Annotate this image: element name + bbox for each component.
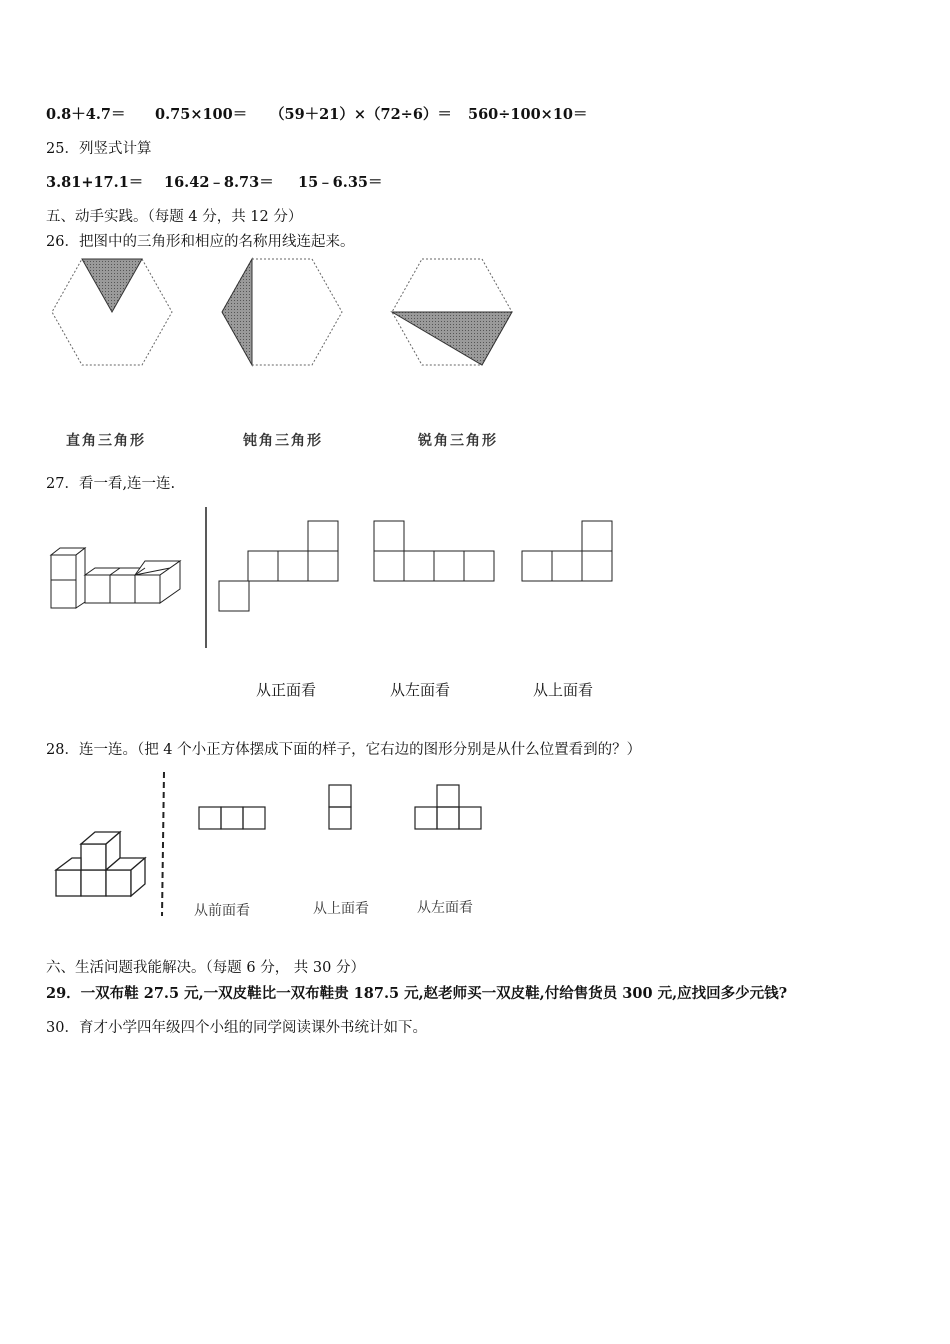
label-obtuse-triangle: 钝角三角形 — [243, 433, 323, 449]
section-6-title: 六、生活问题我能解决。（每题 6 分， 共 30 分） — [46, 960, 365, 976]
label-left-view: 从左面看 — [390, 681, 451, 699]
cube-model — [51, 548, 180, 608]
hexagon-figures — [0, 255, 950, 385]
expression-6: 16.42﹣8.73＝ — [164, 174, 274, 191]
label-top-view: 从上面看 — [533, 681, 594, 699]
question-26-title: 26．把图中的三角形和相应的名称用线连起来。 — [46, 234, 355, 250]
hexagon-1 — [52, 259, 172, 365]
question-27-title: 27．看一看,连一连. — [46, 476, 176, 492]
hexagon-2 — [222, 259, 342, 365]
expression-3: （59＋21）×（72÷6）＝ — [270, 106, 452, 123]
question-30-text: 30．育才小学四年级四个小组的同学阅读课外书统计如下。 — [46, 1020, 427, 1036]
hexagon-3 — [392, 259, 512, 365]
question-25-title: 25．列竖式计算 — [46, 141, 152, 157]
view-grid-1 — [219, 521, 338, 611]
dashed-divider — [162, 772, 164, 916]
four-cube-figure — [0, 770, 950, 920]
view-grid-3 — [522, 521, 612, 581]
question-29-text: 29．一双布鞋 27.5 元,一双皮鞋比一双布鞋贵 187.5 元,赵老师买一双皮鞋,付给售货员 300 元,应找回多少元钱? — [46, 985, 788, 1002]
view-t-shape — [415, 785, 481, 829]
label-right-triangle: 直角三角形 — [66, 433, 146, 449]
label-left-view-28: 从左面看 — [417, 900, 473, 916]
expression-1: 0.8＋4.7＝ — [46, 106, 126, 123]
question-28-title: 28．连一连。（把 4 个小正方体摆成下面的样子，它右边的图形分别是从什么位置看到的？） — [46, 742, 642, 758]
label-front-view-28: 从前面看 — [194, 903, 250, 919]
label-front-view: 从正面看 — [256, 681, 317, 699]
view-two-stack — [329, 785, 351, 829]
view-grid-2 — [374, 521, 494, 581]
four-cube-model — [56, 832, 145, 896]
label-acute-triangle: 锐角三角形 — [418, 433, 498, 449]
section-5-title: 五、动手实践。（每题 4 分，共 12 分） — [46, 209, 303, 225]
expression-5: 3.81+17.1＝ — [46, 174, 144, 191]
cube-views-figure — [0, 505, 950, 655]
label-top-view-28: 从上面看 — [313, 901, 369, 917]
view-three-row — [199, 807, 265, 829]
expression-2: 0.75×100＝ — [155, 106, 248, 123]
expression-4: 560÷100×10＝ — [468, 106, 588, 123]
expression-7: 15﹣6.35＝ — [298, 174, 383, 191]
